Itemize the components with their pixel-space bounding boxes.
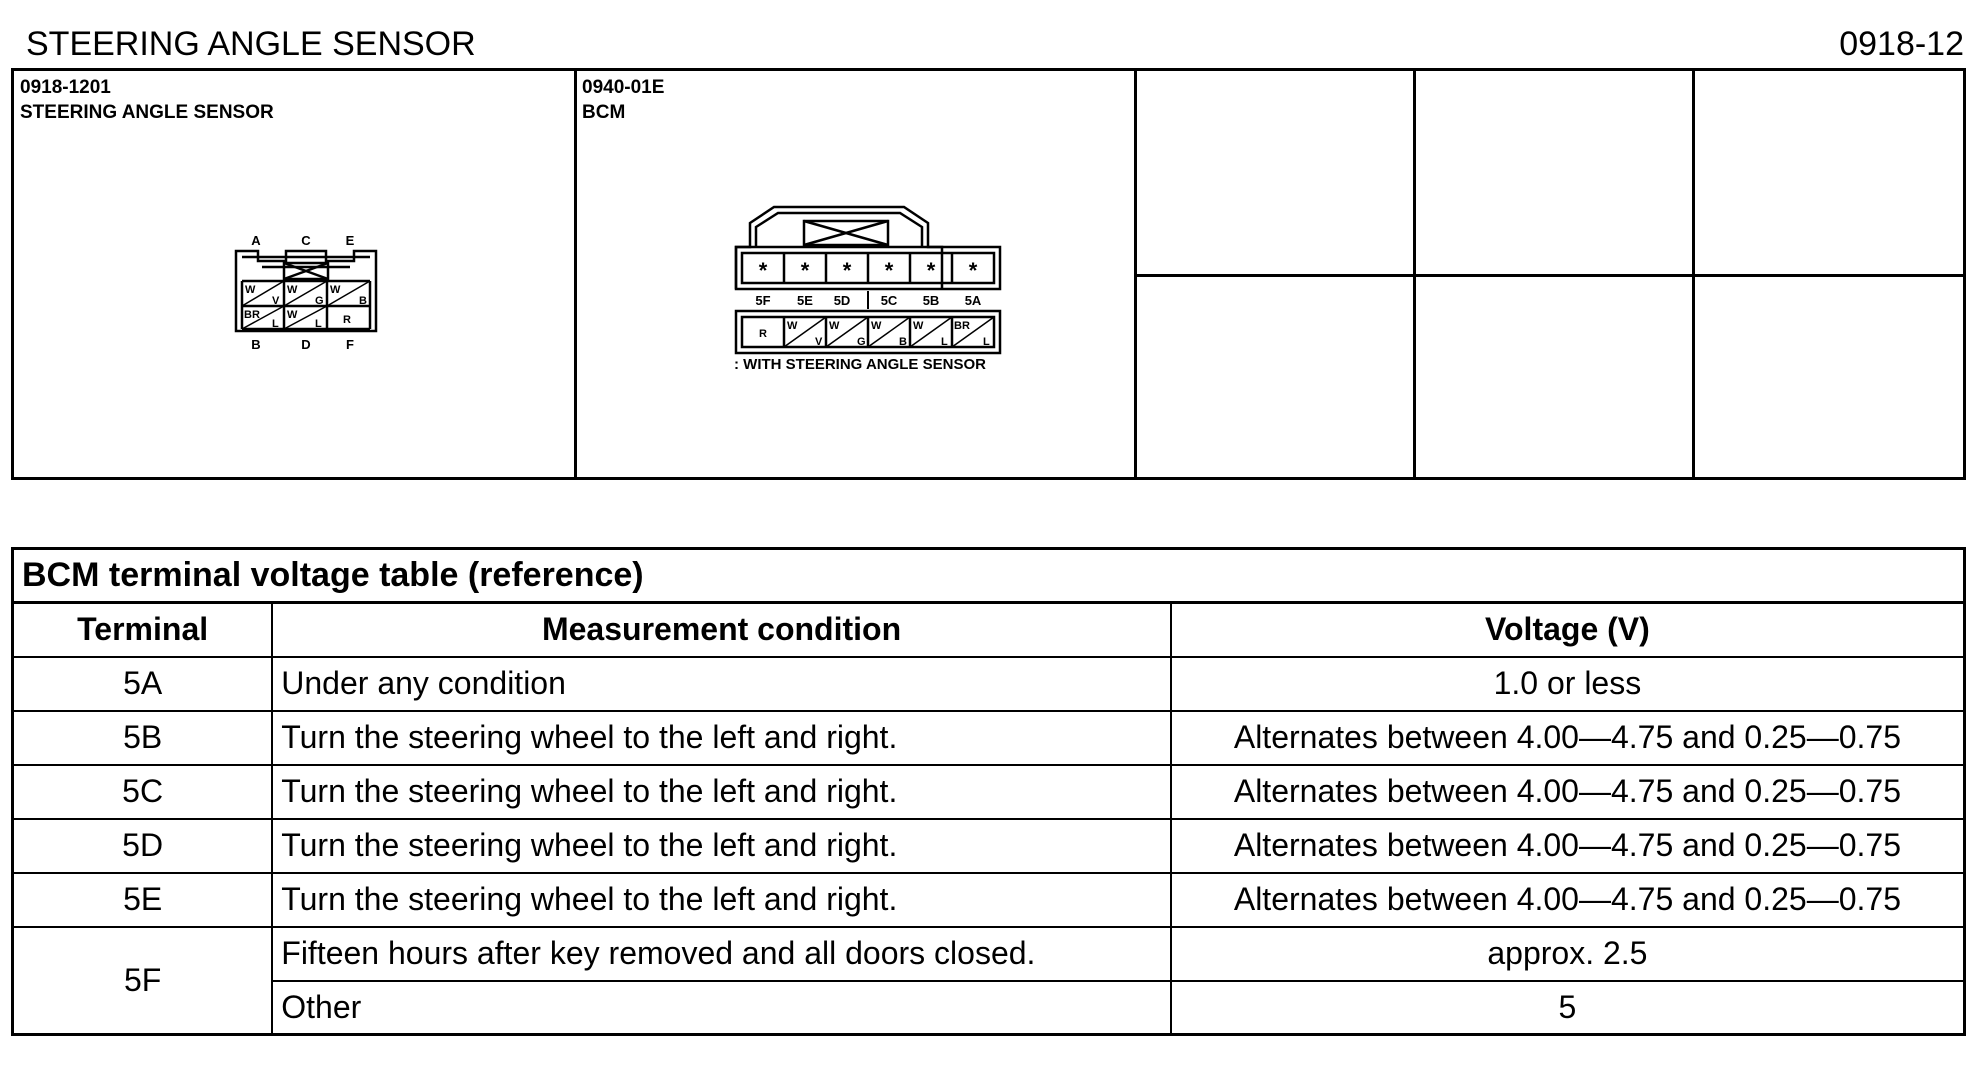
terminal-label: 5A (964, 293, 982, 308)
terminal-cell: 5C (13, 765, 273, 819)
bcm-terminal-voltage-table (11, 547, 1966, 1036)
steering-angle-sensor-connector-diagram (214, 221, 404, 381)
terminal-cell: 5F (13, 927, 273, 1035)
wire-color: BR (954, 320, 970, 332)
condition-cell: Turn the steering wheel to the left and right. (272, 819, 1171, 873)
wire-color: W (913, 320, 924, 332)
star-mark: * (884, 258, 894, 283)
table-caption: BCM terminal voltage table (reference) (13, 549, 1965, 603)
grid-divider (574, 71, 577, 477)
column-header-terminal: Terminal (13, 603, 273, 657)
voltage-cell: Alternates between 4.00—4.75 and 0.25—0.75 (1171, 819, 1965, 873)
connector-name: BCM (582, 102, 626, 123)
voltage-cell: 5 (1171, 981, 1965, 1035)
wire-color: G (857, 336, 866, 348)
table-row (13, 927, 1965, 981)
grid-divider (1134, 274, 1966, 277)
table-row (13, 711, 1965, 765)
terminal-label: 5B (922, 293, 940, 308)
voltage-cell: Alternates between 4.00—4.75 and 0.25—0.75 (1171, 711, 1965, 765)
voltage-cell: Alternates between 4.00—4.75 and 0.25—0.75 (1171, 873, 1965, 927)
table-row (13, 981, 1965, 1035)
wire-color: R (759, 328, 767, 340)
wire-color: W (330, 284, 341, 296)
terminal-label: 5D (833, 293, 851, 308)
condition-cell: Turn the steering wheel to the left and right. (272, 711, 1171, 765)
wire-color: W (787, 320, 798, 332)
pin-label-bottom: B (251, 337, 261, 352)
wire-color: W (287, 309, 298, 321)
connector-name: STEERING ANGLE SENSOR (20, 102, 274, 123)
condition-cell: Fifteen hours after key removed and all doors closed. (272, 927, 1171, 981)
condition-cell: Other (272, 981, 1171, 1035)
terminal-label: 5E (797, 293, 813, 308)
connector-code: 0918-1201 (20, 77, 111, 98)
condition-cell: Turn the steering wheel to the left and right. (272, 765, 1171, 819)
wire-color: V (272, 295, 280, 307)
table-row (13, 819, 1965, 873)
wire-color: L (983, 336, 990, 348)
page-title: STEERING ANGLE SENSOR (26, 25, 476, 63)
wire-color: W (287, 284, 298, 296)
wire-color: W (829, 320, 840, 332)
table-row (13, 765, 1965, 819)
condition-cell: Under any condition (272, 657, 1171, 711)
voltage-cell: 1.0 or less (1171, 657, 1965, 711)
column-header-condition: Measurement condition (272, 603, 1171, 657)
page-code: 0918-12 (1839, 25, 1964, 63)
pin-label-top: A (251, 233, 261, 248)
terminal-cell: 5D (13, 819, 273, 873)
connector-note: : WITH STEERING ANGLE SENSOR (734, 356, 986, 373)
wire-color: L (315, 318, 322, 330)
star-mark: * (842, 258, 852, 283)
table-row (13, 873, 1965, 927)
terminal-cell: 5E (13, 873, 273, 927)
wire-color: W (245, 284, 256, 296)
pin-label-bottom: F (346, 337, 354, 352)
condition-cell: Turn the steering wheel to the left and right. (272, 873, 1171, 927)
terminal-label: 5C (880, 293, 898, 308)
wire-color: V (815, 336, 823, 348)
wire-color: L (272, 318, 279, 330)
terminal-cell: 5B (13, 711, 273, 765)
wire-color: R (343, 314, 351, 326)
connector-grid (11, 68, 1966, 480)
pin-label-bottom: D (301, 337, 311, 352)
wire-color: BR (244, 309, 260, 321)
wire-color: B (359, 295, 367, 307)
connector-code: 0940-01E (582, 77, 665, 98)
wire-color: W (871, 320, 882, 332)
wire-color: B (899, 336, 907, 348)
wire-color: G (315, 295, 324, 307)
star-mark: * (968, 258, 978, 283)
voltage-cell: Alternates between 4.00—4.75 and 0.25—0.75 (1171, 765, 1965, 819)
bcm-connector-diagram (714, 199, 1004, 379)
pin-label-top: E (345, 233, 355, 248)
terminal-label: 5F (755, 293, 771, 308)
voltage-cell: approx. 2.5 (1171, 927, 1965, 981)
wire-color: L (941, 336, 948, 348)
star-mark: * (800, 258, 810, 283)
pin-label-top: C (301, 233, 311, 248)
column-header-voltage: Voltage (V) (1171, 603, 1965, 657)
terminal-cell: 5A (13, 657, 273, 711)
table-row (13, 657, 1965, 711)
star-mark: * (758, 258, 768, 283)
star-mark: * (926, 258, 936, 283)
